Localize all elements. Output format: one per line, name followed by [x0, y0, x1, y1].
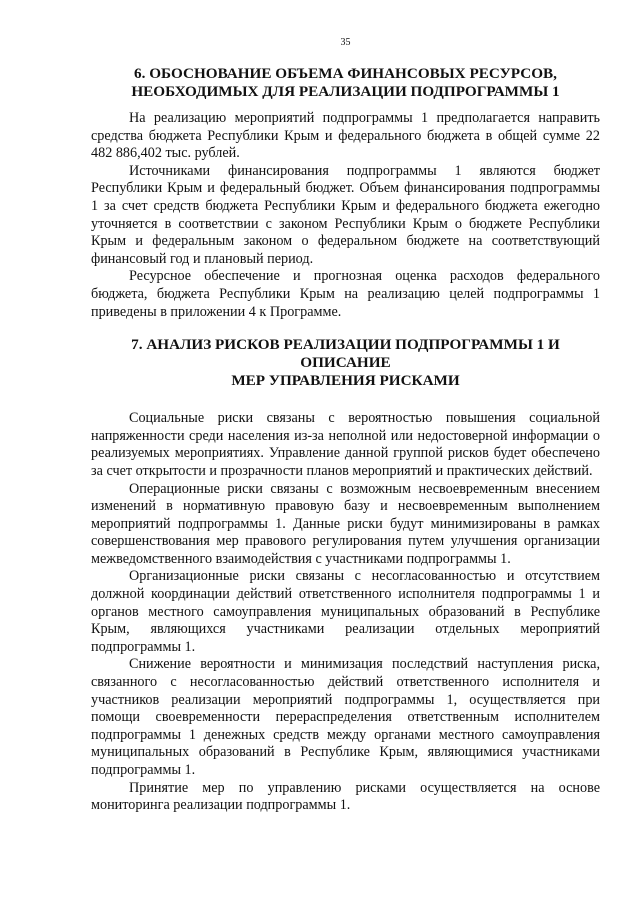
- section-6-heading-line-1: 6. ОБОСНОВАНИЕ ОБЪЕМА ФИНАНСОВЫХ РЕСУРСОВ,: [134, 65, 557, 82]
- section-6-heading: [91, 65, 600, 101]
- section-7-heading-line-1: 7. АНАЛИЗ РИСКОВ РЕАЛИЗАЦИИ ПОДПРОГРАММЫ 1 И ОПИСАНИЕ: [131, 336, 560, 372]
- section-7-body: [91, 410, 600, 815]
- section-7-paragraph: Снижение вероятности и минимизация последствий наступления риска, связанного с несогласованностью действий ответственного исполнителя и участников реализации мероприятий подпрограммы 1, осуществляется при помощи своевременности перераспределения ответственным исполнителем подпрограммы 1 денежных средств между органами местного самоуправления муниципальных образований в Республике Крым, являющимися участниками подпрограммы 1.: [91, 656, 600, 778]
- section-6-body: [91, 110, 600, 321]
- section-6-paragraph: Источниками финансирования подпрограммы 1 являются бюджет Республики Крым и федеральный бюджет. Объем финансирования подпрограммы 1 за счет средств бюджета Республики Крым и федерального бюджета ежегодно уточняется в соответствии с законом Республики Крым о бюджете Республики Крым и федеральным законом о федеральном бюджете на соответствующий финансовый год и плановый период.: [91, 162, 600, 267]
- section-7-heading-line-2: МЕР УПРАВЛЕНИЯ РИСКАМИ: [231, 372, 460, 390]
- section-7-paragraph: Организационные риски связаны с несогласованностью и отсутствием должной координации действий ответственного исполнителя подпрограммы 1 и органов местного самоуправления муниципальных образований в Республике Крым, являющихся участниками реализации отдельных мероприятий подпрограммы 1.: [91, 568, 600, 655]
- section-7-paragraph: Принятие мер по управлению рисками осуществляется на основе мониторинга реализации подпрограммы 1.: [91, 779, 600, 814]
- section-6-heading-line-2: НЕОБХОДИМЫХ ДЛЯ РЕАЛИЗАЦИИ ПОДПРОГРАММЫ 1: [131, 83, 560, 100]
- section-7-paragraph: Операционные риски связаны с возможным несвоевременным внесением изменений в нормативную правовую базу и несвоевременным выполнением мероприятий подпрограммы 1. Данные риски будут минимизированы в рамках совершенствования мер правового регулирования путем улучшения организации межведомственного взаимодействия с участниками подпрограммы 1.: [91, 480, 600, 567]
- section-6-paragraph: На реализацию мероприятий подпрограммы 1 предполагается направить средства бюджета Республики Крым и федерального бюджета в общей сумме 22 482 886,402 тыс. рублей.: [91, 110, 600, 162]
- page-number: 35: [340, 37, 351, 48]
- section-7-paragraph: Социальные риски связаны с вероятностью повышения социальной напряженности среди населения из-за неполной или недостоверной информации о реализуемых мероприятиях. Управление данной группой рисков будет обеспечено за счет открытости и прозрачности планов мероприятий и практических действий.: [91, 410, 600, 479]
- section-6-paragraph: Ресурсное обеспечение и прогнозная оценка расходов федерального бюджета, бюджета Республики Крым на реализацию целей подпрограммы 1 приведены в приложении 4 к Программе.: [91, 268, 600, 320]
- section-7-heading: [91, 336, 600, 390]
